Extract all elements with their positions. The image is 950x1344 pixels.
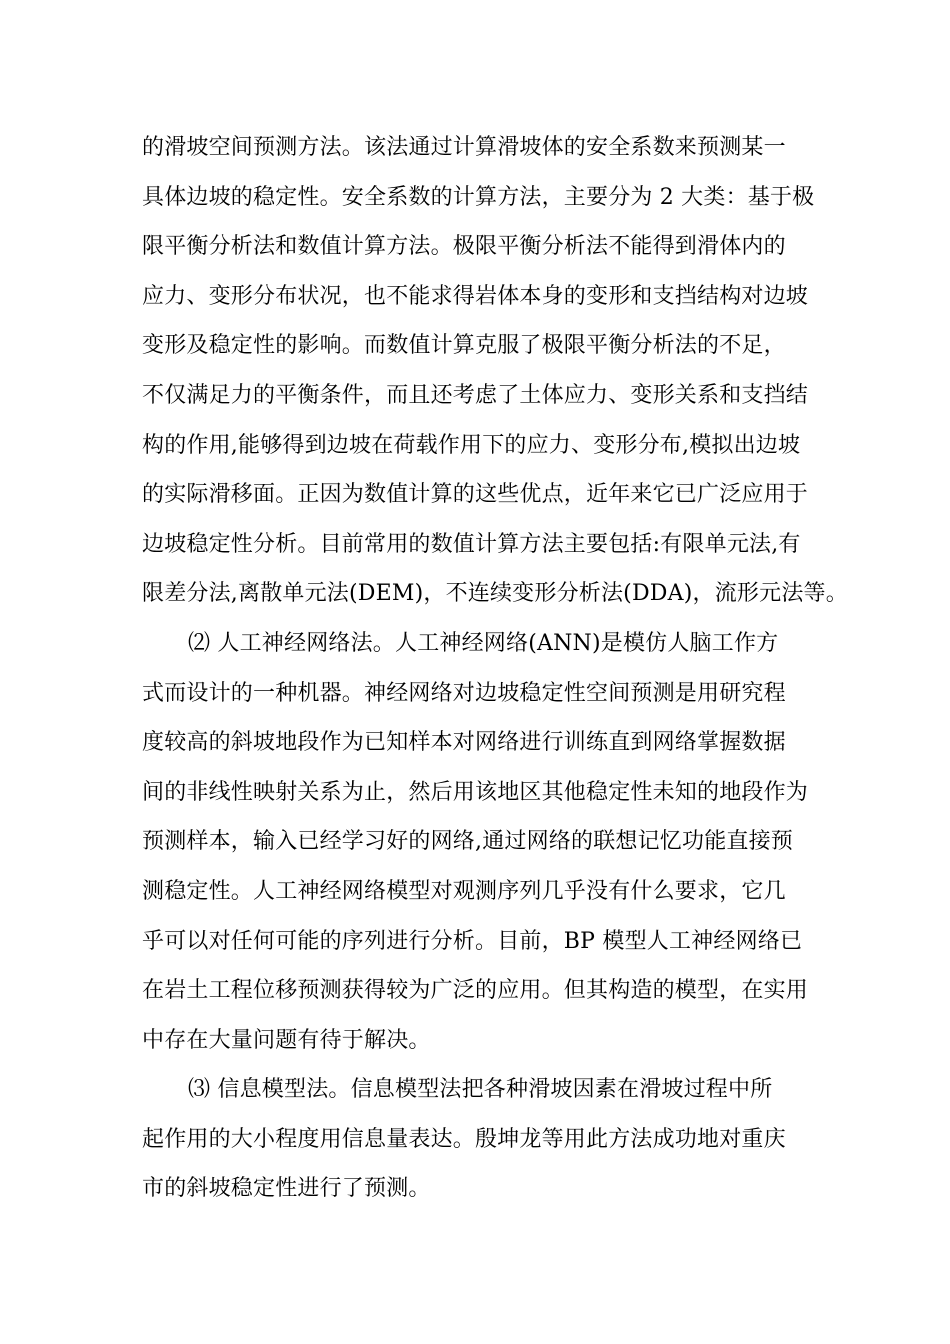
text-line: 限平衡分析法和数值计算方法。极限平衡分析法不能得到滑体内的	[142, 234, 786, 260]
text-line: 边坡稳定性分析。目前常用的数值计算方法主要包括:有限单元法,有	[142, 531, 801, 557]
text-line: 测稳定性。人工神经网络模型对观测序列几乎没有什么要求，它几	[142, 878, 786, 904]
paragraph-2	[142, 619, 812, 1065]
text-line: 构的作用,能够得到边坡在荷载作用下的应力、变形分布,模拟出边坡	[142, 432, 801, 458]
text-line: ⑵ 人工神经网络法。人工神经网络(ANN)是模仿人脑工作方	[188, 630, 779, 656]
paragraph-3	[142, 1065, 812, 1214]
text-line: 的实际滑移面。正因为数值计算的这些优点，近年来它已广泛应用于	[142, 482, 809, 508]
text-line: 应力、变形分布状况，也不能求得岩体本身的变形和支挡结构对边坡	[142, 283, 809, 309]
text-line: 起作用的大小程度用信息量表达。殷坤龙等用此方法成功地对重庆	[142, 1126, 786, 1152]
text-line: 在岩土工程位移预测获得较为广泛的应用。但其构造的模型，在实用	[142, 978, 809, 1004]
text-line: 的滑坡空间预测方法。该法通过计算滑坡体的安全系数来预测某一	[142, 135, 786, 160]
text-line: 市的斜坡稳定性进行了预测。	[142, 1176, 431, 1202]
text-line: 具体边坡的稳定性。安全系数的计算方法，主要分为 2 大类：基于极	[142, 184, 815, 210]
text-line: 乎可以对任何可能的序列进行分析。目前，BP 模型人工神经网络已	[142, 928, 803, 954]
text-line: 预测样本，输入已经学习好的网络,通过网络的联想记忆功能直接预	[142, 829, 793, 855]
text-line: 式而设计的一种机器。神经网络对边坡稳定性空间预测是用研究程	[142, 680, 786, 706]
text-line: 中存在大量问题有待于解决。	[142, 1027, 431, 1053]
text-line: ⑶ 信息模型法。信息模型法把各种滑坡因素在滑坡过程中所	[188, 1077, 773, 1103]
text-line: 间的非线性映射关系为止，然后用该地区其他稳定性未知的地段作为	[142, 779, 809, 805]
text-line: 变形及稳定性的影响。而数值计算克服了极限平衡分析法的不足，	[142, 333, 786, 359]
paragraph-1	[142, 123, 848, 619]
text-line: 度较高的斜坡地段作为已知样本对网络进行训练直到网络掌握数据	[142, 730, 786, 756]
text-line: 不仅满足力的平衡条件，而且还考虑了土体应力、变形关系和支挡结	[142, 382, 809, 408]
text-line: 限差分法,离散单元法(DEM)，不连续变形分析法(DDA)，流形元法等。	[142, 581, 848, 607]
body-text	[142, 123, 848, 1214]
